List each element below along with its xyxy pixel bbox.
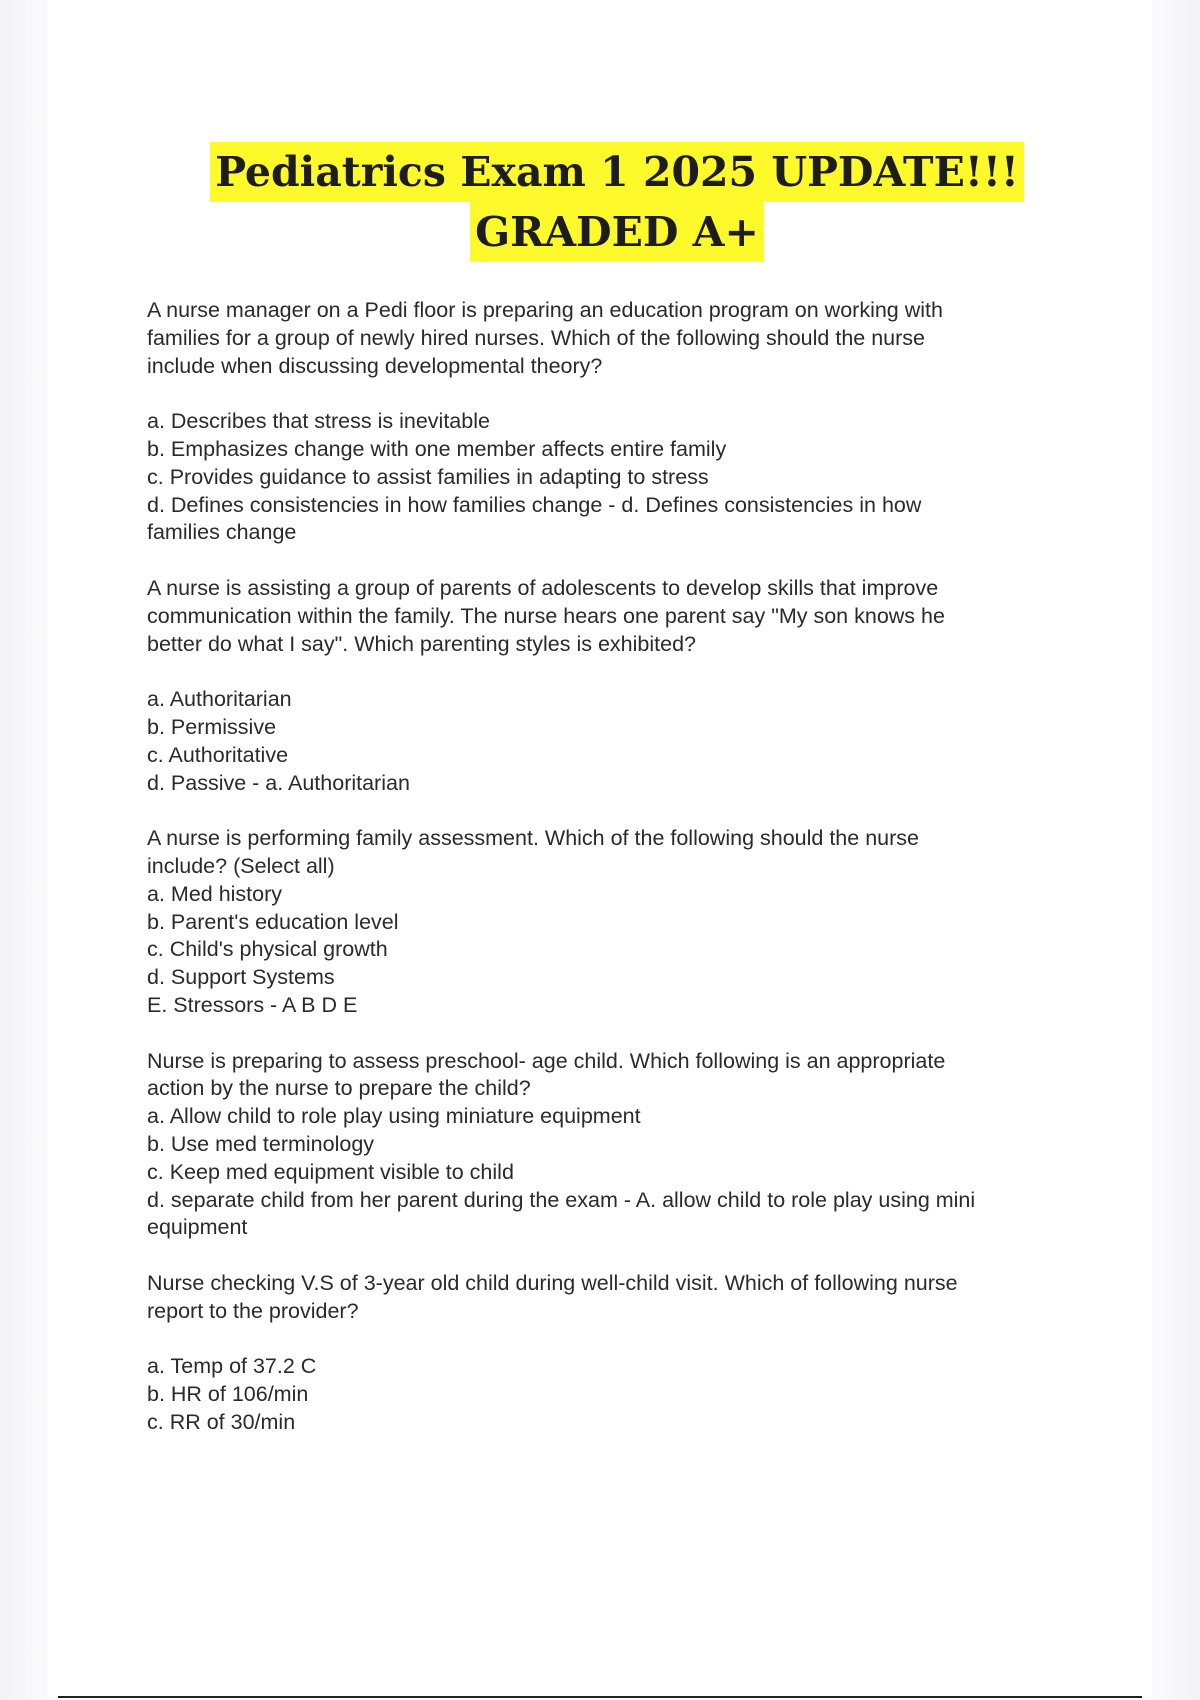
question-stem-line: A nurse is performing family assessment. Which of the following should the nurse bbox=[147, 826, 919, 851]
stem-spacer bbox=[147, 658, 1107, 686]
document-title bbox=[0, 142, 1200, 262]
question-block bbox=[147, 575, 1107, 797]
question-stem-line: communication within the family. The nurse hears one parent say "My son knows he bbox=[147, 603, 945, 628]
question-stem-line: families for a group of newly hired nurses. Which of the following should the nurse bbox=[147, 325, 925, 350]
stem-spacer bbox=[147, 380, 1107, 408]
answer-option-line: c. Authoritative bbox=[147, 742, 289, 767]
answer-option-line: a. Describes that stress is inevitable bbox=[147, 409, 490, 434]
question-stem-line: better do what I say". Which parenting styles is exhibited? bbox=[147, 631, 696, 656]
question-stem-line: action by the nurse to prepare the child? bbox=[147, 1076, 531, 1101]
question-stem-line: Nurse is preparing to assess preschool- age child. Which following is an appropriate bbox=[147, 1048, 946, 1073]
question-block bbox=[147, 1270, 1107, 1437]
answer-option-line: a. Med history bbox=[147, 881, 283, 906]
answer-option-line: a. Allow child to role play using miniature equipment bbox=[147, 1104, 641, 1129]
answer-option-line: c. Provides guidance to assist families in adapting to stress bbox=[147, 464, 709, 489]
question-stem-line: A nurse is assisting a group of parents of adolescents to develop skills that improve bbox=[147, 575, 939, 600]
answer-option-line: b. Use med terminology bbox=[147, 1131, 375, 1156]
stem-spacer bbox=[147, 1325, 1107, 1353]
answer-option-line: b. Emphasizes change with one member affects entire family bbox=[147, 436, 727, 461]
question-list bbox=[147, 297, 1107, 1464]
answer-option-line: d. separate child from her parent during the exam - A. allow child to role play using mini bbox=[147, 1187, 976, 1212]
answer-option-line: E. Stressors - A B D E bbox=[147, 992, 358, 1017]
title-line-2: GRADED A+ bbox=[470, 202, 764, 262]
answer-option-line: d. Passive - a. Authoritarian bbox=[147, 770, 410, 795]
answer-option-line: families change bbox=[147, 520, 297, 545]
footer-divider bbox=[58, 1696, 1142, 1698]
answer-option-line: b. HR of 106/min bbox=[147, 1382, 309, 1407]
answer-option-line: a. Temp of 37.2 C bbox=[147, 1354, 317, 1379]
answer-option-line: a. Authoritarian bbox=[147, 687, 292, 712]
question-stem-line: report to the provider? bbox=[147, 1298, 359, 1323]
title-line-1: Pediatrics Exam 1 2025 UPDATE!!! bbox=[210, 142, 1024, 202]
question-stem-line: Nurse checking V.S of 3-year old child during well-child visit. Which of following nurse bbox=[147, 1270, 958, 1295]
answer-option-line: d. Support Systems bbox=[147, 965, 335, 990]
question-block bbox=[147, 297, 1107, 547]
answer-option-line: c. Keep med equipment visible to child bbox=[147, 1159, 514, 1184]
question-block bbox=[147, 1048, 1107, 1243]
answer-option-line: b. Parent's education level bbox=[147, 909, 399, 934]
answer-option-line: c. RR of 30/min bbox=[147, 1409, 296, 1434]
question-stem-line: A nurse manager on a Pedi floor is preparing an education program on working with bbox=[147, 298, 943, 322]
question-stem-line: include when discussing developmental theory? bbox=[147, 353, 603, 378]
answer-option-line: b. Permissive bbox=[147, 714, 277, 739]
question-stem-line: include? (Select all) bbox=[147, 853, 335, 878]
answer-option-line: d. Defines consistencies in how families change - d. Defines consistencies in how bbox=[147, 492, 922, 517]
question-block bbox=[147, 825, 1107, 1020]
answer-option-line: c. Child's physical growth bbox=[147, 937, 388, 962]
answer-option-line: equipment bbox=[147, 1215, 248, 1240]
